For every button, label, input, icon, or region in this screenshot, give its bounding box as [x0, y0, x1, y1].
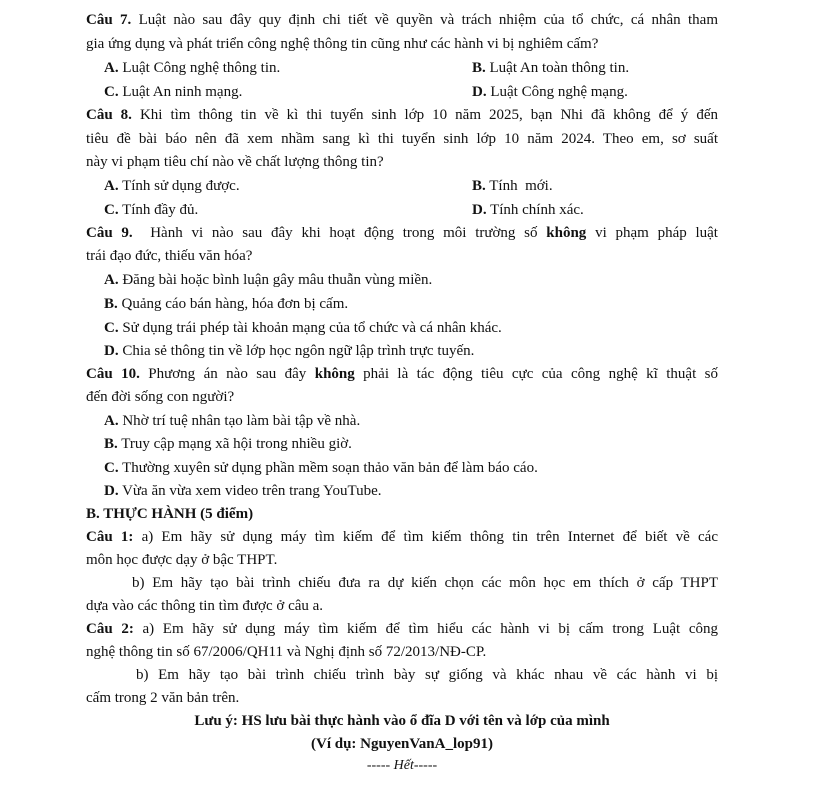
practice-1-line4: dựa vào các thông tin tìm được ở câu a.: [86, 598, 324, 614]
q8-label: Câu 8.: [86, 107, 132, 123]
practice-2-line1: Câu 2: a) Em hãy sử dụng máy tìm kiếm để tìm hiểu các hành vi bị cấm trong Luật công: [86, 621, 718, 637]
q8-option-c: C. Tính đầy đủ.: [104, 202, 199, 218]
practice-1-line1: Câu 1: a) Em hãy sử dụng máy tìm kiếm để tìm kiếm thông tin trên Internet để biết về các: [86, 529, 718, 545]
q9-option-c: C. Sử dụng trái phép tài khoản mạng của tổ chức và cá nhân khác.: [104, 320, 502, 336]
q8-option-d: D. Tính chính xác.: [472, 202, 584, 218]
end-marker: ----- Hết-----: [366, 758, 438, 773]
q9-label: Câu 9.: [86, 225, 133, 241]
practice-1-label: Câu 1:: [86, 529, 134, 545]
q10-option-b: B. Truy cập mạng xã hội trong nhiều giờ.: [104, 436, 352, 452]
q10-option-a: A. Nhờ trí tuệ nhân tạo làm bài tập về nhà.: [104, 413, 361, 429]
q7-stem-line1: Câu 7. Luật nào sau đây quy định chi tiết về quyền và trách nhiệm của tổ chức, cá nhân tham: [86, 12, 718, 28]
q7-option-c: C. Luật An ninh mạng.: [104, 84, 243, 100]
practice-1-line2: môn học được dạy ở bậc THPT.: [86, 552, 278, 568]
q7-option-b: B. Luật An toàn thông tin.: [472, 60, 630, 76]
section-b-heading: B. THỰC HÀNH (5 điểm): [86, 506, 254, 522]
practice-1-line3: b) Em hãy tạo bài trình chiếu đưa ra dự kiến chọn các môn học em thích ở cấp THPT: [132, 575, 718, 591]
q7-option-a: A. Luật Công nghệ thông tin.: [104, 60, 281, 76]
q9-option-b: B. Quảng cáo bán hàng, hóa đơn bị cấm.: [104, 296, 349, 312]
q7-stem-line2: gia ứng dụng và phát triển công nghệ thông tin cũng như các hành vi bị nghiêm cấm?: [86, 36, 599, 52]
practice-2-line2: nghệ thông tin số 67/2006/QH11 và Nghị định số 72/2013/NĐ-CP.: [86, 644, 487, 660]
q8-option-b: B. Tính mới.: [472, 178, 553, 194]
q10-stem-line2: đến đời sống con người?: [86, 389, 235, 405]
q8-option-a: A. Tính sử dụng được.: [104, 178, 240, 194]
q9-stem-line2: trái đạo đức, thiếu văn hóa?: [86, 248, 253, 264]
q8-stem-line1: Câu 8. Khi tìm thông tin về kì thi tuyển sinh lớp 10 năm 2025, bạn Nhi đã không để ý đến: [86, 107, 718, 123]
q7-label: Câu 7.: [86, 12, 132, 28]
save-note: Lưu ý: HS lưu bài thực hành vào ổ đĩa D với tên và lớp của mình: [194, 713, 610, 729]
q10-option-d: D. Vừa ăn vừa xem video trên trang YouTube.: [104, 483, 382, 499]
q9-stem-line1: Câu 9. Hành vi nào sau đây khi hoạt động trong môi trường số không vi phạm pháp luật: [86, 225, 718, 241]
practice-2-label: Câu 2:: [86, 621, 134, 637]
q9-option-d: D. Chia sẻ thông tin về lớp học ngôn ngữ lập trình trực tuyến.: [104, 343, 475, 359]
q8-stem-line3: này vi phạm tiêu chí nào về chất lượng thông tin?: [86, 154, 384, 170]
q10-option-c: C. Thường xuyên sử dụng phần mềm soạn thảo văn bản để làm báo cáo.: [104, 460, 538, 476]
q8-stem-line2: tiêu đề bài báo nên đã xem nhầm sang kì thi tuyển sinh lớp 10 năm 2024. Theo em, sơ suất: [86, 131, 718, 147]
practice-2-line3: b) Em hãy tạo bài trình chiếu trình bày sự giống và khác nhau về các hành vi bị: [136, 667, 718, 683]
q10-label: Câu 10.: [86, 366, 140, 382]
q7-option-d: D. Luật Công nghệ mạng.: [472, 84, 628, 100]
save-example: (Ví dụ: NguyenVanA_lop91): [311, 736, 493, 752]
practice-2-line4: cấm trong 2 văn bản trên.: [86, 690, 240, 706]
q10-stem-line1: Câu 10. Phương án nào sau đây không phải là tác động tiêu cực của công nghệ kĩ thuật số: [86, 366, 718, 382]
q9-option-a: A. Đăng bài hoặc bình luận gây mâu thuẫn vùng miền.: [104, 272, 433, 288]
